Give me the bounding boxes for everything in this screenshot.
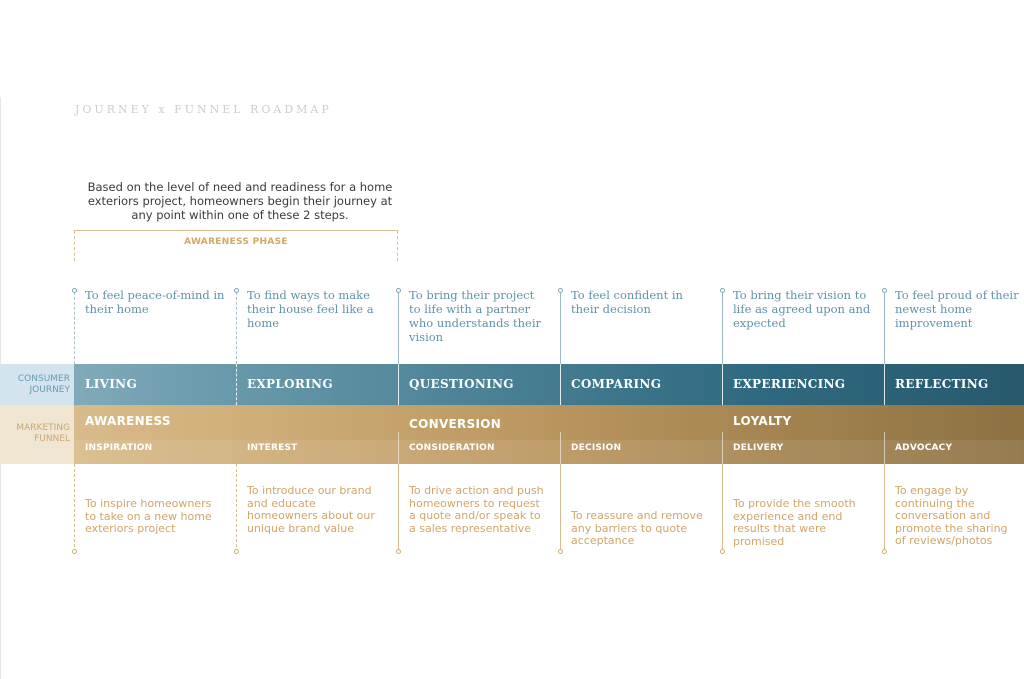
- goal-guide-line: [236, 292, 237, 364]
- marketing-objective: To provide the smooth experience and end results that were promised: [733, 497, 856, 548]
- stage-divider: [236, 364, 237, 405]
- action-guide-line: [722, 464, 723, 552]
- consumer-goal: To feel peace-of-mind in their home: [85, 288, 225, 316]
- goal-guide-line: [722, 292, 723, 364]
- goal-marker-dot: [882, 288, 887, 293]
- goal-guide-line: [398, 292, 399, 364]
- goal-marker-dot: [720, 288, 725, 293]
- goal-marker-dot: [558, 288, 563, 293]
- marketing-objective: To reassure and remove any barriers to quote acceptance: [571, 509, 703, 547]
- funnel-divider: [398, 432, 399, 464]
- page-title: JOURNEY x FUNNEL ROADMAP: [75, 103, 332, 116]
- goal-marker-dot: [396, 288, 401, 293]
- consumer-goal: To feel proud of their newest home improvement: [895, 288, 1019, 330]
- stage-divider: [398, 364, 399, 405]
- goal-guide-line: [560, 292, 561, 364]
- journey-stage-label: LIVING: [85, 377, 137, 391]
- funnel-substage-label: INTEREST: [247, 443, 298, 453]
- action-marker-dot: [720, 549, 725, 554]
- action-guide-line: [74, 464, 75, 552]
- goal-guide-line: [884, 292, 885, 364]
- goal-marker-dot: [72, 288, 77, 293]
- stage-divider: [884, 364, 885, 405]
- funnel-phase-awareness: AWARENESS: [85, 414, 171, 428]
- stage-divider: [722, 364, 723, 405]
- action-marker-dot: [396, 549, 401, 554]
- action-marker-dot: [234, 549, 239, 554]
- action-guide-line: [398, 464, 399, 552]
- funnel-substage-label: DELIVERY: [733, 443, 784, 453]
- funnel-divider: [560, 432, 561, 464]
- goal-marker-dot: [234, 288, 239, 293]
- action-marker-dot: [72, 549, 77, 554]
- funnel-divider: [884, 432, 885, 464]
- journey-stage-label: EXPERIENCING: [733, 377, 846, 391]
- journey-stage-label: QUESTIONING: [409, 377, 514, 391]
- consumer-goal: To bring their vision to life as agreed upon and expected: [733, 288, 871, 330]
- funnel-substage-label: CONSIDERATION: [409, 443, 495, 453]
- funnel-substage-row: [74, 440, 1024, 464]
- journey-stage-label: COMPARING: [571, 377, 662, 391]
- marketing-objective: To drive action and push homeowners to request a quote and/or speak to a sales representative: [409, 484, 544, 535]
- intro-text: Based on the level of need and readiness for a home exteriors project, homeowners begin their journey at any point within one of these 2 steps.: [87, 180, 393, 222]
- funnel-divider: [722, 432, 723, 464]
- awareness-phase-label: AWARENESS PHASE: [184, 237, 288, 247]
- consumer-goal: To feel confident in their decision: [571, 288, 683, 316]
- funnel-phase-loyalty: LOYALTY: [733, 414, 792, 428]
- goal-guide-line: [74, 292, 75, 364]
- consumer-journey-label: CONSUMER JOURNEY: [17, 374, 70, 395]
- stage-divider: [560, 364, 561, 405]
- marketing-objective: To engage by continuing the conversation and promote the sharing of reviews/photos: [895, 484, 1008, 547]
- journey-stage-label: REFLECTING: [895, 377, 989, 391]
- action-guide-line: [236, 464, 237, 552]
- marketing-objective: To introduce our brand and educate homeowners about our unique brand value: [247, 484, 375, 535]
- action-marker-dot: [558, 549, 563, 554]
- funnel-substage-label: DECISION: [571, 443, 622, 453]
- funnel-phase-conversion: CONVERSION: [409, 417, 502, 431]
- funnel-substage-label: ADVOCACY: [895, 443, 953, 453]
- consumer-goal: To find ways to make their house feel like a home: [247, 288, 374, 330]
- action-guide-line: [560, 464, 561, 552]
- action-guide-line: [884, 464, 885, 552]
- funnel-substage-label: INSPIRATION: [85, 443, 153, 453]
- action-marker-dot: [882, 549, 887, 554]
- journey-stage-label: EXPLORING: [247, 377, 333, 391]
- marketing-funnel-label: MARKETING FUNNEL: [16, 423, 70, 444]
- marketing-objective: To inspire homeowners to take on a new home exteriors project: [85, 497, 212, 535]
- consumer-goal: To bring their project to life with a partner who understands their vision: [409, 288, 542, 344]
